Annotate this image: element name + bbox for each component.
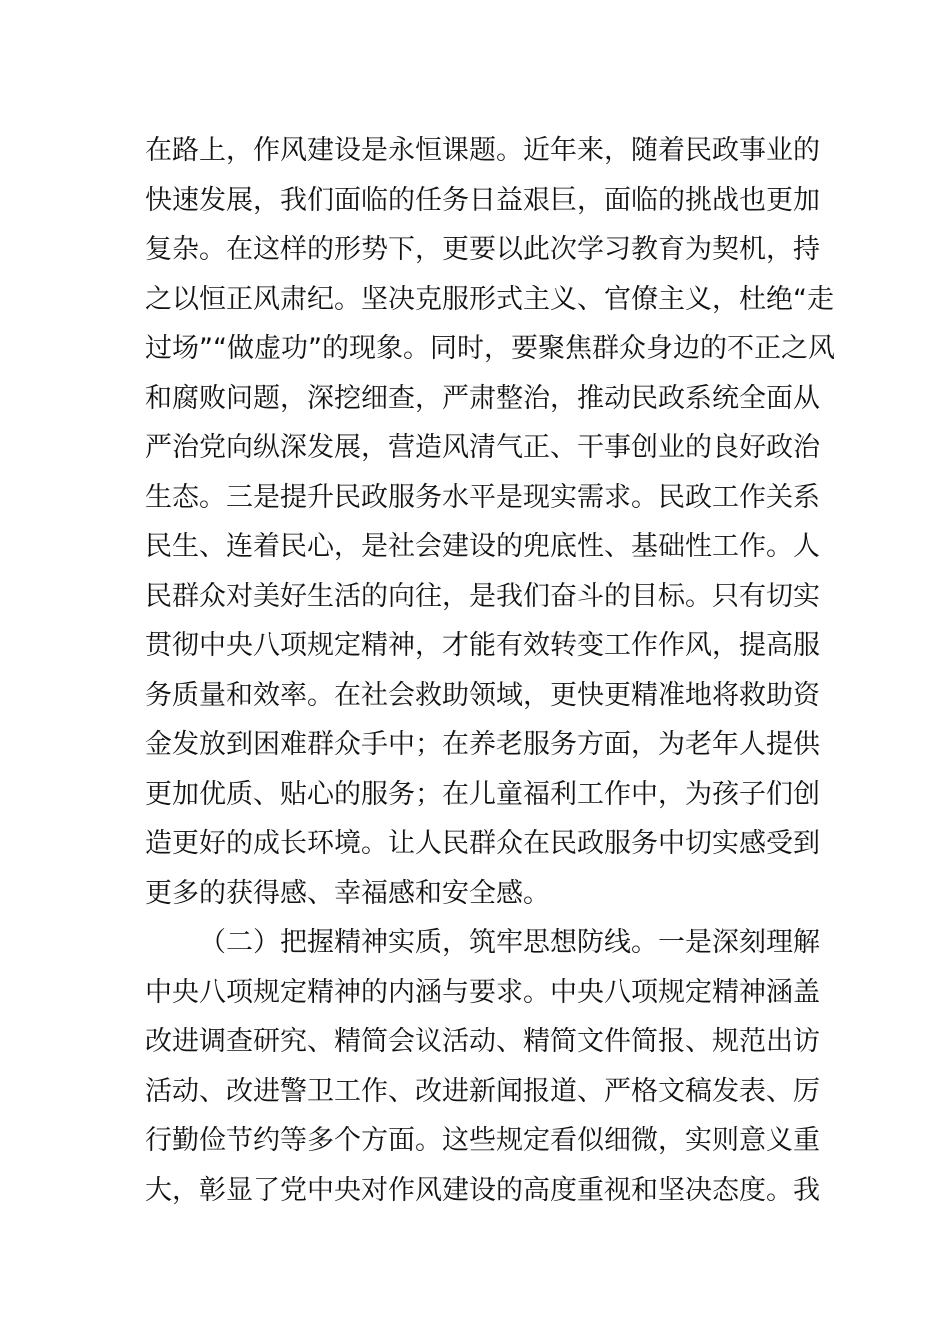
paragraph-2 <box>145 918 820 1215</box>
text-line: 严治党向纵深发展，营造风清气正、干事创业的良好政治 <box>145 432 820 463</box>
text-line: 民生、连着民心，是社会建设的兜底性、基础性工作。人 <box>145 531 820 562</box>
text-line: 在路上，作风建设是永恒课题。近年来，随着民政事业的 <box>145 135 820 166</box>
text-line: 之以恒正风肃纪。坚决克服形式主义、官僚主义，杜绝“走 <box>145 283 834 315</box>
text-line: 中央八项规定精神的内涵与要求。中央八项规定精神涵盖 <box>145 976 820 1008</box>
text-line: 和腐败问题，深挖细查，严肃整治，推动民政系统全面从 <box>145 382 820 414</box>
text-line: 过场”“做虚功”的现象。同时，要聚焦群众身边的不正之风 <box>145 333 835 364</box>
text-line: 生态。三是提升民政服务水平是现实需求。民政工作关系 <box>145 481 820 513</box>
text-line: （二）把握精神实质，筑牢思想防线。一是深刻理解 <box>199 927 820 958</box>
text-line: 更加优质、贴心的服务；在儿童福利工作中，为孩子们创 <box>145 778 820 810</box>
text-line: 复杂。在这样的形势下，更要以此次学习教育为契机，持 <box>145 234 820 265</box>
text-line: 造更好的成长环境。让人民群众在民政服务中切实感受到 <box>145 828 820 859</box>
text-line: 改进调查研究、精简会议活动、精简文件简报、规范出访 <box>145 1026 820 1057</box>
text-line: 贯彻中央八项规定精神，才能有效转变工作作风，提高服 <box>145 630 820 661</box>
text-line: 金发放到困难群众手中；在养老服务方面，为老年人提供 <box>145 729 820 760</box>
text-line: 更多的获得感、幸福感和安全感。 <box>145 877 550 909</box>
body-text <box>145 126 835 1215</box>
text-line: 务质量和效率。在社会救助领域，更快更精准地将救助资 <box>145 679 820 711</box>
paragraph-1 <box>145 126 835 918</box>
text-line: 快速发展，我们面临的任务日益艰巨，面临的挑战也更加 <box>145 184 820 216</box>
text-line: 大，彰显了党中央对作风建设的高度重视和坚决态度。我 <box>145 1174 820 1206</box>
text-line: 行勤俭节约等多个方面。这些规定看似细微，实则意义重 <box>145 1125 820 1156</box>
text-line: 活动、改进警卫工作、改进新闻报道、严格文稿发表、厉 <box>145 1075 820 1107</box>
text-line: 民群众对美好生活的向往，是我们奋斗的目标。只有切实 <box>145 580 820 612</box>
